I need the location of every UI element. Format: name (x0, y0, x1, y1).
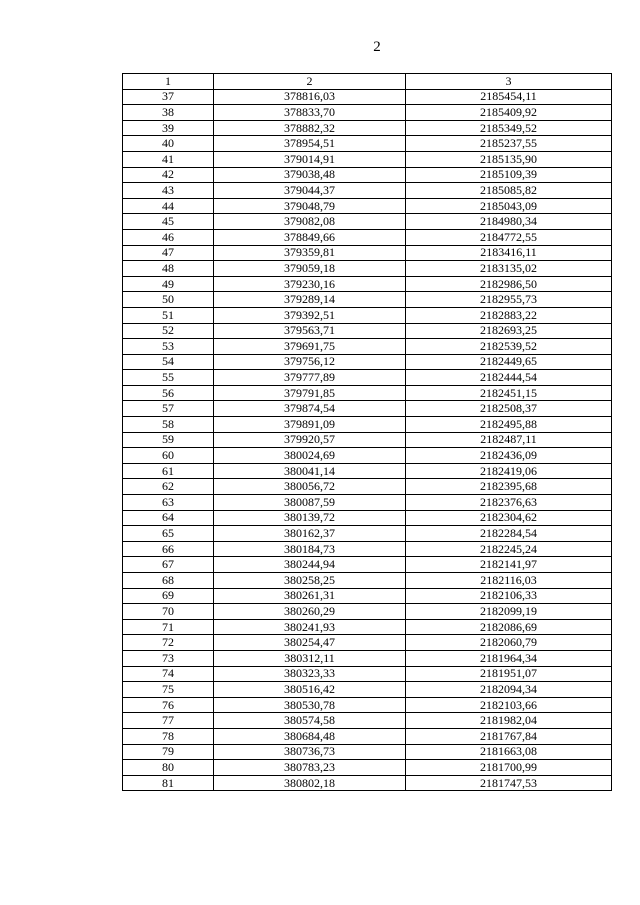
x-coordinate-cell: 379563,71 (214, 323, 406, 339)
point-number-cell: 75 (123, 682, 214, 698)
table-row (123, 650, 612, 666)
table-row (123, 682, 612, 698)
y-coordinate-cell: 2182451,15 (406, 385, 612, 401)
point-number-cell: 72 (123, 635, 214, 651)
table-row (123, 666, 612, 682)
point-number-cell: 81 (123, 775, 214, 791)
point-number-cell: 50 (123, 292, 214, 308)
table-header (123, 74, 612, 90)
y-coordinate-cell: 2181982,04 (406, 713, 612, 729)
x-coordinate-cell: 380574,58 (214, 713, 406, 729)
y-coordinate-cell: 2182449,65 (406, 354, 612, 370)
x-coordinate-cell: 379777,89 (214, 370, 406, 386)
x-coordinate-cell: 379289,14 (214, 292, 406, 308)
x-coordinate-cell: 379756,12 (214, 354, 406, 370)
y-coordinate-cell: 2181964,34 (406, 650, 612, 666)
x-coordinate-cell: 379691,75 (214, 339, 406, 355)
y-coordinate-cell: 2182304,62 (406, 510, 612, 526)
y-coordinate-cell: 2183416,11 (406, 245, 612, 261)
x-coordinate-cell: 379874,54 (214, 401, 406, 417)
point-number-cell: 45 (123, 214, 214, 230)
x-coordinate-cell: 380056,72 (214, 479, 406, 495)
point-number-cell: 37 (123, 89, 214, 105)
y-coordinate-cell: 2184772,55 (406, 229, 612, 245)
column-header-3: 3 (406, 74, 612, 90)
point-number-cell: 42 (123, 167, 214, 183)
point-number-cell: 47 (123, 245, 214, 261)
y-coordinate-cell: 2182955,73 (406, 292, 612, 308)
y-coordinate-cell: 2182086,69 (406, 619, 612, 635)
y-coordinate-cell: 2182495,88 (406, 417, 612, 433)
table-row (123, 713, 612, 729)
page-number: 2 (373, 39, 381, 55)
point-number-cell: 80 (123, 760, 214, 776)
x-coordinate-cell: 380087,59 (214, 495, 406, 511)
point-number-cell: 53 (123, 339, 214, 355)
point-number-cell: 67 (123, 557, 214, 573)
x-coordinate-cell: 380783,23 (214, 760, 406, 776)
table-row (123, 635, 612, 651)
table-row (123, 588, 612, 604)
column-header-2: 2 (214, 74, 406, 90)
y-coordinate-cell: 2185109,39 (406, 167, 612, 183)
y-coordinate-cell: 2185237,55 (406, 136, 612, 152)
point-number-cell: 57 (123, 401, 214, 417)
point-number-cell: 69 (123, 588, 214, 604)
table-row (123, 120, 612, 136)
table-row (123, 697, 612, 713)
x-coordinate-cell: 379359,81 (214, 245, 406, 261)
x-coordinate-cell: 379059,18 (214, 261, 406, 277)
table-row (123, 510, 612, 526)
table-row (123, 198, 612, 214)
x-coordinate-cell: 380244,94 (214, 557, 406, 573)
x-coordinate-cell: 379048,79 (214, 198, 406, 214)
x-coordinate-cell: 380802,18 (214, 775, 406, 791)
table-row (123, 245, 612, 261)
y-coordinate-cell: 2182099,19 (406, 604, 612, 620)
x-coordinate-cell: 379392,51 (214, 307, 406, 323)
x-coordinate-cell: 380736,73 (214, 744, 406, 760)
x-coordinate-cell: 380323,33 (214, 666, 406, 682)
point-number-cell: 61 (123, 463, 214, 479)
y-coordinate-cell: 2182284,54 (406, 526, 612, 542)
point-number-cell: 76 (123, 697, 214, 713)
point-number-cell: 54 (123, 354, 214, 370)
point-number-cell: 73 (123, 650, 214, 666)
point-number-cell: 46 (123, 229, 214, 245)
table-row (123, 136, 612, 152)
table-row (123, 448, 612, 464)
y-coordinate-cell: 2183135,02 (406, 261, 612, 277)
point-number-cell: 60 (123, 448, 214, 464)
y-coordinate-cell: 2184980,34 (406, 214, 612, 230)
x-coordinate-cell: 379230,16 (214, 276, 406, 292)
table-row (123, 775, 612, 791)
point-number-cell: 44 (123, 198, 214, 214)
x-coordinate-cell: 380261,31 (214, 588, 406, 604)
table-row (123, 276, 612, 292)
point-number-cell: 41 (123, 151, 214, 167)
table-row (123, 417, 612, 433)
point-number-cell: 78 (123, 728, 214, 744)
table-row (123, 526, 612, 542)
point-number-cell: 38 (123, 105, 214, 121)
table-row (123, 167, 612, 183)
table-row (123, 479, 612, 495)
y-coordinate-cell: 2182106,33 (406, 588, 612, 604)
y-coordinate-cell: 2182508,37 (406, 401, 612, 417)
x-coordinate-cell: 380041,14 (214, 463, 406, 479)
table-row (123, 557, 612, 573)
table-body (123, 89, 612, 791)
table-row (123, 354, 612, 370)
x-coordinate-cell: 378954,51 (214, 136, 406, 152)
y-coordinate-cell: 2182693,25 (406, 323, 612, 339)
y-coordinate-cell: 2182094,34 (406, 682, 612, 698)
x-coordinate-cell: 380312,11 (214, 650, 406, 666)
y-coordinate-cell: 2182116,03 (406, 573, 612, 589)
y-coordinate-cell: 2182487,11 (406, 432, 612, 448)
y-coordinate-cell: 2181663,08 (406, 744, 612, 760)
point-number-cell: 43 (123, 183, 214, 199)
column-header-1: 1 (123, 74, 214, 90)
point-number-cell: 40 (123, 136, 214, 152)
table-row (123, 292, 612, 308)
point-number-cell: 59 (123, 432, 214, 448)
point-number-cell: 64 (123, 510, 214, 526)
y-coordinate-cell: 2182060,79 (406, 635, 612, 651)
y-coordinate-cell: 2181767,84 (406, 728, 612, 744)
x-coordinate-cell: 380516,42 (214, 682, 406, 698)
x-coordinate-cell: 379082,08 (214, 214, 406, 230)
table-row (123, 323, 612, 339)
table-row (123, 541, 612, 557)
point-number-cell: 68 (123, 573, 214, 589)
x-coordinate-cell: 380162,37 (214, 526, 406, 542)
x-coordinate-cell: 380254,47 (214, 635, 406, 651)
point-number-cell: 52 (123, 323, 214, 339)
table-row (123, 760, 612, 776)
table-header-row (123, 74, 612, 90)
table-row (123, 151, 612, 167)
y-coordinate-cell: 2182376,63 (406, 495, 612, 511)
x-coordinate-cell: 379920,57 (214, 432, 406, 448)
table-row (123, 744, 612, 760)
table-row (123, 229, 612, 245)
point-number-cell: 56 (123, 385, 214, 401)
point-number-cell: 77 (123, 713, 214, 729)
y-coordinate-cell: 2185349,52 (406, 120, 612, 136)
point-number-cell: 70 (123, 604, 214, 620)
table-row (123, 214, 612, 230)
point-number-cell: 62 (123, 479, 214, 495)
y-coordinate-cell: 2182539,52 (406, 339, 612, 355)
y-coordinate-cell: 2181747,53 (406, 775, 612, 791)
x-coordinate-cell: 380258,25 (214, 573, 406, 589)
y-coordinate-cell: 2185454,11 (406, 89, 612, 105)
table-row (123, 307, 612, 323)
y-coordinate-cell: 2182103,66 (406, 697, 612, 713)
y-coordinate-cell: 2181700,99 (406, 760, 612, 776)
table-row (123, 261, 612, 277)
table-row (123, 370, 612, 386)
y-coordinate-cell: 2185409,92 (406, 105, 612, 121)
table-row (123, 619, 612, 635)
table-row (123, 432, 612, 448)
y-coordinate-cell: 2182395,68 (406, 479, 612, 495)
x-coordinate-cell: 380684,48 (214, 728, 406, 744)
x-coordinate-cell: 380530,78 (214, 697, 406, 713)
x-coordinate-cell: 379791,85 (214, 385, 406, 401)
point-number-cell: 48 (123, 261, 214, 277)
table-row (123, 401, 612, 417)
table-row (123, 105, 612, 121)
point-number-cell: 79 (123, 744, 214, 760)
x-coordinate-cell: 380024,69 (214, 448, 406, 464)
y-coordinate-cell: 2182986,50 (406, 276, 612, 292)
point-number-cell: 74 (123, 666, 214, 682)
table-row (123, 728, 612, 744)
point-number-cell: 65 (123, 526, 214, 542)
point-number-cell: 55 (123, 370, 214, 386)
x-coordinate-cell: 380184,73 (214, 541, 406, 557)
point-number-cell: 71 (123, 619, 214, 635)
y-coordinate-cell: 2181951,07 (406, 666, 612, 682)
y-coordinate-cell: 2185135,90 (406, 151, 612, 167)
x-coordinate-cell: 378833,70 (214, 105, 406, 121)
x-coordinate-cell: 380260,29 (214, 604, 406, 620)
x-coordinate-cell: 380241,93 (214, 619, 406, 635)
table-row (123, 183, 612, 199)
y-coordinate-cell: 2182444,54 (406, 370, 612, 386)
y-coordinate-cell: 2182141,97 (406, 557, 612, 573)
point-number-cell: 49 (123, 276, 214, 292)
point-number-cell: 58 (123, 417, 214, 433)
x-coordinate-cell: 378849,66 (214, 229, 406, 245)
table-row (123, 495, 612, 511)
x-coordinate-cell: 380139,72 (214, 510, 406, 526)
point-number-cell: 51 (123, 307, 214, 323)
table-row (123, 89, 612, 105)
y-coordinate-cell: 2185043,09 (406, 198, 612, 214)
x-coordinate-cell: 379044,37 (214, 183, 406, 199)
table-row (123, 339, 612, 355)
y-coordinate-cell: 2182436,09 (406, 448, 612, 464)
y-coordinate-cell: 2185085,82 (406, 183, 612, 199)
x-coordinate-cell: 378882,32 (214, 120, 406, 136)
y-coordinate-cell: 2182883,22 (406, 307, 612, 323)
x-coordinate-cell: 378816,03 (214, 89, 406, 105)
point-number-cell: 39 (123, 120, 214, 136)
y-coordinate-cell: 2182245,24 (406, 541, 612, 557)
point-number-cell: 63 (123, 495, 214, 511)
x-coordinate-cell: 379038,48 (214, 167, 406, 183)
table-row (123, 385, 612, 401)
coordinates-table (122, 73, 612, 791)
y-coordinate-cell: 2182419,06 (406, 463, 612, 479)
x-coordinate-cell: 379014,91 (214, 151, 406, 167)
table-row (123, 463, 612, 479)
table-row (123, 573, 612, 589)
table-row (123, 604, 612, 620)
x-coordinate-cell: 379891,09 (214, 417, 406, 433)
point-number-cell: 66 (123, 541, 214, 557)
